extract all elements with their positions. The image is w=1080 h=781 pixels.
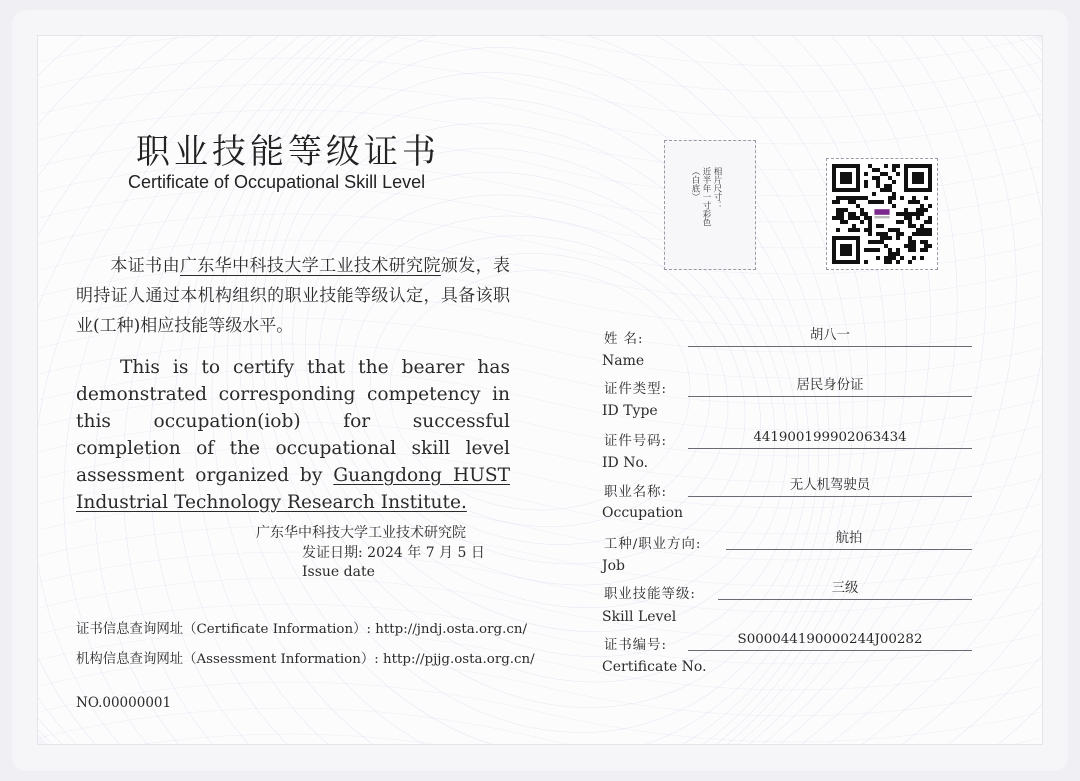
- field-value-skill-level: 三级: [718, 579, 972, 600]
- field-label-skill-level: 职业技能等级:: [604, 587, 696, 602]
- issue-date: 发证日期: 2024 年 7 月 5 日: [302, 545, 485, 561]
- field-label-job-en: Job: [602, 558, 626, 574]
- issue-date-label: Issue date: [302, 564, 375, 580]
- field-value-name: 胡八一: [688, 326, 972, 347]
- field-value-occupation: 无人机驾驶员: [688, 476, 972, 497]
- statement-english: [76, 354, 510, 516]
- field-value-id-type: 居民身份证: [688, 376, 972, 397]
- field-label-occupation-en: Occupation: [602, 505, 684, 521]
- field-label-certificate-no-en: Certificate No.: [602, 659, 707, 675]
- field-value-certificate-no: S000044190000244J00282: [688, 630, 972, 651]
- field-label-id-no-en: ID No.: [602, 455, 649, 471]
- field-label-id-type: 证件类型:: [604, 382, 668, 397]
- serial-number: NO.00000001: [76, 695, 172, 711]
- statement-cn-org: 广东华中科技大学工业技术研究院: [179, 256, 441, 276]
- statement-chinese: [76, 251, 510, 341]
- field-value-job: 航拍: [726, 529, 972, 550]
- certificate-sheet: [38, 36, 1042, 744]
- statement-en-org: Guangdong HUST Industrial Technology Research Institute.: [76, 465, 511, 513]
- photo-placeholder-text: 相片尺寸： 近半年一寸彩色 （白底）: [690, 167, 722, 227]
- statement-en-main: This is to certify that the bearer has demonstrated corresponding competency in this occupation(iob) for successful completion of the occupational skill level assessment organized by: [76, 357, 510, 486]
- field-label-id-type-en: ID Type: [602, 403, 658, 419]
- field-value-id-no: 441900199902063434: [688, 428, 972, 449]
- title-english: Certificate of Occupational Skill Level: [128, 172, 426, 192]
- qr-code-image: [832, 164, 932, 264]
- field-label-id-no: 证件号码:: [604, 434, 668, 449]
- certificate-info-link: 证书信息查询网址（Certificate Information）: http://jndj.osta.org.cn/: [76, 622, 527, 637]
- qr-code[interactable]: [826, 158, 938, 270]
- issuer-name: 广东华中科技大学工业技术研究院: [256, 525, 466, 541]
- field-label-name: 姓 名:: [604, 332, 644, 347]
- field-label-certificate-no: 证书编号:: [604, 638, 668, 653]
- statement-cn-suffix: 颁发，表明持证人通过本机构组织的职业技能等级认定，具备该职业(工种)相应技能等级水平。: [76, 256, 511, 336]
- statement-cn-prefix: 本证书由: [110, 256, 180, 276]
- assessment-info-link: 机构信息查询网址（Assessment Information）: http://pjjg.osta.org.cn/: [76, 652, 535, 667]
- photo-placeholder: [664, 140, 756, 270]
- field-label-job: 工种/职业方向:: [604, 537, 702, 552]
- field-label-skill-level-en: Skill Level: [602, 609, 677, 625]
- title-chinese: 职业技能等级证书: [136, 132, 440, 172]
- field-label-name-en: Name: [602, 353, 645, 369]
- field-label-occupation: 职业名称:: [604, 485, 668, 500]
